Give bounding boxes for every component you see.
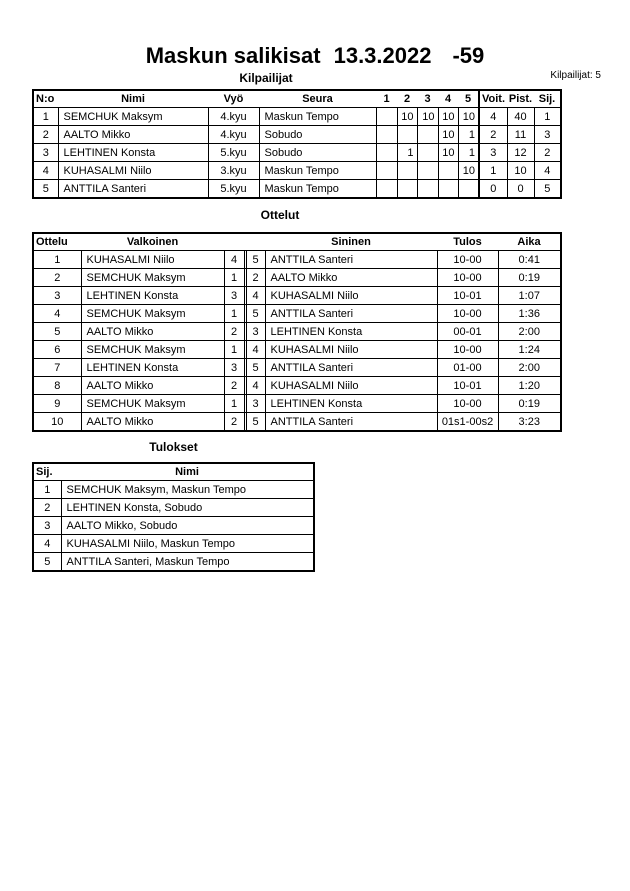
placement-cell: 3 [534,126,561,144]
competitor-belt-cell: 4.kyu [208,126,259,144]
title-weight-category: -59 [452,43,485,68]
result-name-cell: SEMCHUK Maksym, Maskun Tempo [61,481,314,499]
competitor-row [33,126,561,144]
title-event: Maskun salikisat [145,43,321,68]
white-player-number-cell: 2 [224,323,244,341]
score-cell-1 [376,162,397,180]
time-cell: 1:20 [498,377,561,395]
match-row [33,359,561,377]
competitor-row [33,162,561,180]
header-round-5: 5 [458,90,479,108]
result-row [33,499,314,517]
match-row [33,323,561,341]
result-place-cell: 3 [33,517,61,535]
competitor-club-cell: Sobudo [259,126,376,144]
score-cell-4: 10 [438,108,458,126]
competitor-number-cell: 4 [33,162,58,180]
header-sininen: Sininen [265,233,437,251]
result-cell: 00-01 [437,323,498,341]
competitor-number-cell: 2 [33,126,58,144]
time-cell: 0:19 [498,269,561,287]
blue-player-cell: KUHASALMI Niilo [265,341,437,359]
score-cell-3 [417,180,438,199]
blue-player-cell: ANTTILA Santeri [265,413,437,432]
result-row [33,535,314,553]
time-cell: 1:24 [498,341,561,359]
time-cell: 2:00 [498,323,561,341]
match-number-cell: 4 [33,305,81,323]
result-row [33,481,314,499]
time-cell: 1:36 [498,305,561,323]
result-cell: 10-01 [437,377,498,395]
match-row [33,251,561,269]
white-player-cell: SEMCHUK Maksym [81,269,224,287]
white-player-cell: LEHTINEN Konsta [81,287,224,305]
competitor-name-cell: LEHTINEN Konsta [58,144,208,162]
result-name-cell: KUHASALMI Niilo, Maskun Tempo [61,535,314,553]
title-date: 13.3.2022 [333,43,432,68]
wins-cell: 1 [479,162,507,180]
score-cell-5: 10 [458,108,479,126]
competitor-belt-cell: 5.kyu [208,180,259,199]
competitors-section-title: Kilpailijat [239,71,293,85]
match-number-cell: 1 [33,251,81,269]
result-place-cell: 4 [33,535,61,553]
matches-section-title: Ottelut [260,208,300,222]
match-row [33,413,561,432]
wins-cell: 3 [479,144,507,162]
result-cell: 10-00 [437,341,498,359]
blue-player-number-cell: 4 [246,377,265,395]
score-cell-3 [417,126,438,144]
matches-table [32,232,562,432]
white-player-cell: AALTO Mikko [81,377,224,395]
header-nimi: Nimi [58,90,208,108]
header-voit: Voit. [479,90,507,108]
blue-player-cell: KUHASALMI Niilo [265,287,437,305]
page-title [0,44,630,68]
white-player-number-cell: 1 [224,395,244,413]
score-cell-5 [458,180,479,199]
score-cell-3 [417,144,438,162]
result-place-cell: 5 [33,553,61,572]
points-cell: 10 [507,162,534,180]
match-number-cell: 3 [33,287,81,305]
time-cell: 0:41 [498,251,561,269]
blue-player-number-cell: 5 [246,413,265,432]
score-cell-2: 10 [397,108,417,126]
white-player-number-cell: 1 [224,269,244,287]
competitor-row [33,180,561,199]
result-row [33,553,314,572]
score-cell-1 [376,180,397,199]
blue-player-cell: AALTO Mikko [265,269,437,287]
result-cell: 10-00 [437,395,498,413]
match-number-cell: 5 [33,323,81,341]
placement-cell: 1 [534,108,561,126]
score-cell-3: 10 [417,108,438,126]
header-result-nimi: Nimi [61,463,314,481]
match-number-cell: 8 [33,377,81,395]
match-row [33,305,561,323]
competitor-name-cell: ANTTILA Santeri [58,180,208,199]
header-round-2: 2 [397,90,417,108]
header-ottelu: Ottelu [33,233,81,251]
header-seura: Seura [259,90,376,108]
blue-player-number-cell: 4 [246,341,265,359]
match-row [33,269,561,287]
header-white-number [224,233,244,251]
competitor-number-cell: 5 [33,180,58,199]
score-cell-4: 10 [438,126,458,144]
competitor-name-cell: SEMCHUK Maksym [58,108,208,126]
result-name-cell: ANTTILA Santeri, Maskun Tempo [61,553,314,572]
header-pist: Pist. [507,90,534,108]
score-cell-5: 1 [458,144,479,162]
time-cell: 2:00 [498,359,561,377]
white-player-number-cell: 4 [224,251,244,269]
match-row [33,287,561,305]
header-round-3: 3 [417,90,438,108]
match-row [33,341,561,359]
score-cell-1 [376,108,397,126]
white-player-number-cell: 3 [224,287,244,305]
header-nro: N:o [33,90,58,108]
match-number-cell: 10 [33,413,81,432]
competitors-header-row [33,90,561,108]
header-blue-number [246,233,265,251]
competitor-belt-cell: 5.kyu [208,144,259,162]
white-player-number-cell: 1 [224,305,244,323]
blue-player-number-cell: 5 [246,359,265,377]
result-place-cell: 1 [33,481,61,499]
competitor-row [33,108,561,126]
time-cell: 1:07 [498,287,561,305]
match-number-cell: 2 [33,269,81,287]
result-name-cell: AALTO Mikko, Sobudo [61,517,314,535]
white-player-cell: SEMCHUK Maksym [81,395,224,413]
match-row [33,395,561,413]
blue-player-number-cell: 5 [246,305,265,323]
white-player-number-cell: 2 [224,413,244,432]
white-player-number-cell: 1 [224,341,244,359]
points-cell: 0 [507,180,534,199]
blue-player-number-cell: 3 [246,323,265,341]
score-cell-2 [397,126,417,144]
match-row [33,377,561,395]
points-cell: 11 [507,126,534,144]
header-aika: Aika [498,233,561,251]
header-sij: Sij. [534,90,561,108]
results-table [32,462,315,572]
header-valkoinen: Valkoinen [81,233,224,251]
blue-player-cell: LEHTINEN Konsta [265,323,437,341]
result-place-cell: 2 [33,499,61,517]
wins-cell: 4 [479,108,507,126]
points-cell: 40 [507,108,534,126]
white-player-cell: KUHASALMI Niilo [81,251,224,269]
placement-cell: 4 [534,162,561,180]
white-player-number-cell: 2 [224,377,244,395]
score-cell-5: 10 [458,162,479,180]
blue-player-cell: KUHASALMI Niilo [265,377,437,395]
header-vyo: Vyö [208,90,259,108]
competitor-club-cell: Maskun Tempo [259,180,376,199]
white-player-cell: LEHTINEN Konsta [81,359,224,377]
competitor-number-cell: 3 [33,144,58,162]
competitor-name-cell: KUHASALMI Niilo [58,162,208,180]
matches-header-row [33,233,561,251]
result-cell: 10-01 [437,287,498,305]
result-name-cell: LEHTINEN Konsta, Sobudo [61,499,314,517]
score-cell-4 [438,162,458,180]
score-cell-2 [397,162,417,180]
blue-player-cell: LEHTINEN Konsta [265,395,437,413]
blue-player-number-cell: 5 [246,251,265,269]
blue-player-cell: ANTTILA Santeri [265,305,437,323]
white-player-cell: SEMCHUK Maksym [81,341,224,359]
white-player-cell: AALTO Mikko [81,323,224,341]
score-cell-4 [438,180,458,199]
result-cell: 01-00 [437,359,498,377]
wins-cell: 2 [479,126,507,144]
score-cell-2 [397,180,417,199]
competitors-table [32,89,562,199]
score-cell-2: 1 [397,144,417,162]
score-cell-3 [417,162,438,180]
result-row [33,517,314,535]
blue-player-number-cell: 3 [246,395,265,413]
blue-player-cell: ANTTILA Santeri [265,359,437,377]
competitor-belt-cell: 4.kyu [208,108,259,126]
score-cell-4: 10 [438,144,458,162]
result-cell: 10-00 [437,251,498,269]
header-round-4: 4 [438,90,458,108]
results-section-title: Tulokset [149,440,198,454]
competitor-club-cell: Maskun Tempo [259,162,376,180]
match-number-cell: 7 [33,359,81,377]
result-cell: 10-00 [437,269,498,287]
match-number-cell: 9 [33,395,81,413]
placement-cell: 5 [534,180,561,199]
score-cell-5: 1 [458,126,479,144]
header-tulos: Tulos [437,233,498,251]
result-cell: 10-00 [437,305,498,323]
result-cell: 01s1-00s2 [437,413,498,432]
score-cell-1 [376,126,397,144]
competitor-row [33,144,561,162]
header-round-1: 1 [376,90,397,108]
competitor-belt-cell: 3.kyu [208,162,259,180]
placement-cell: 2 [534,144,561,162]
white-player-cell: SEMCHUK Maksym [81,305,224,323]
white-player-number-cell: 3 [224,359,244,377]
header-result-sij: Sij. [33,463,61,481]
time-cell: 3:23 [498,413,561,432]
white-player-cell: AALTO Mikko [81,413,224,432]
results-header-row [33,463,314,481]
competitor-club-cell: Sobudo [259,144,376,162]
blue-player-number-cell: 4 [246,287,265,305]
score-cell-1 [376,144,397,162]
competitors-count-label: Kilpailijat: 5 [550,70,601,81]
blue-player-number-cell: 2 [246,269,265,287]
competitor-club-cell: Maskun Tempo [259,108,376,126]
match-number-cell: 6 [33,341,81,359]
time-cell: 0:19 [498,395,561,413]
blue-player-cell: ANTTILA Santeri [265,251,437,269]
competitor-name-cell: AALTO Mikko [58,126,208,144]
wins-cell: 0 [479,180,507,199]
competitor-number-cell: 1 [33,108,58,126]
points-cell: 12 [507,144,534,162]
